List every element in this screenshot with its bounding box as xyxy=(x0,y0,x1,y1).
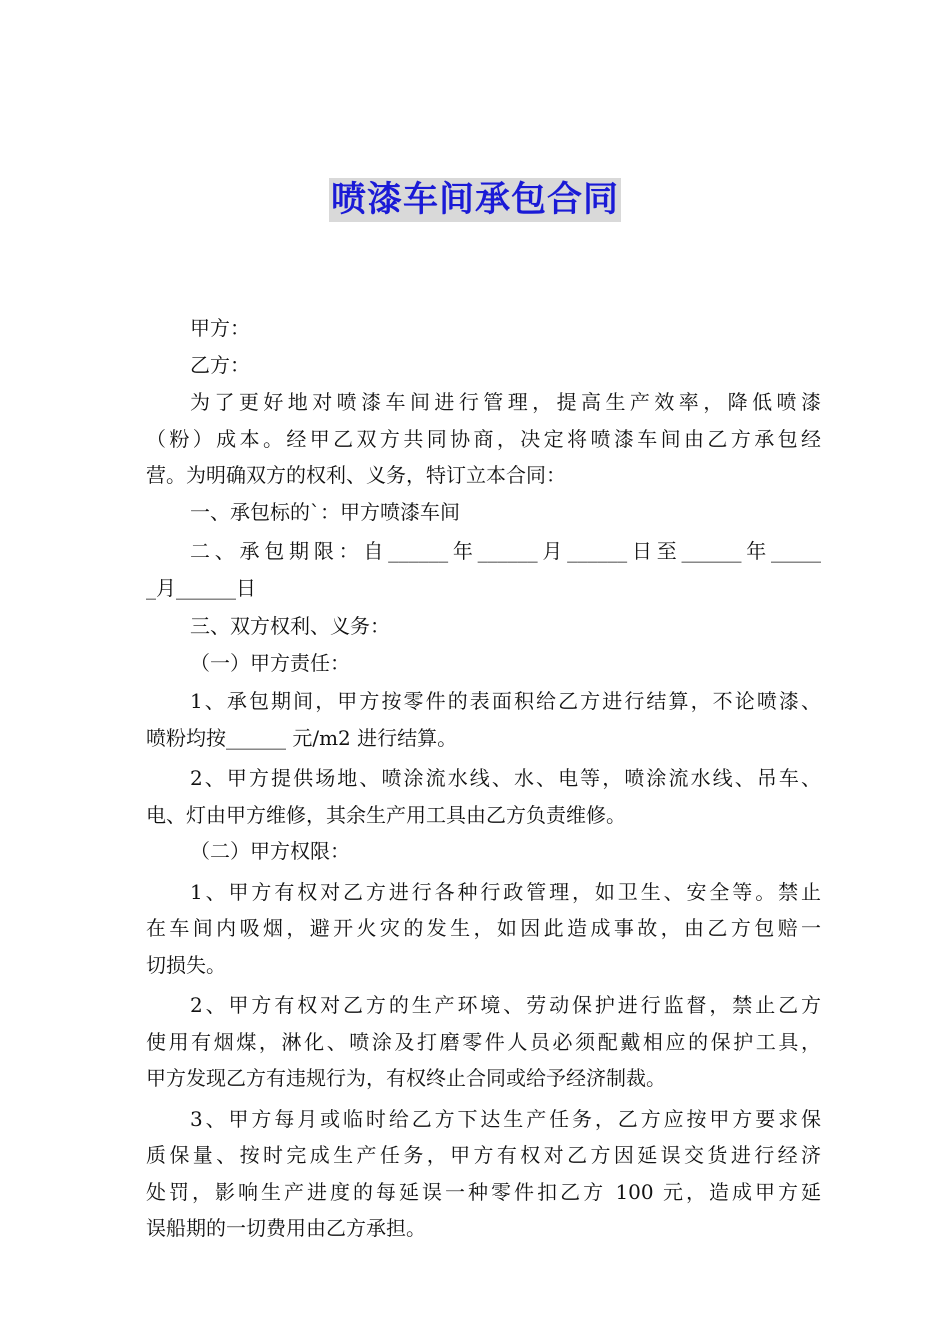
item-2-2-line-1: 2、甲方有权对乙方的生产环境、劳动保护进行监督，禁止乙方 xyxy=(190,993,821,1017)
section-2-heading: （二）甲方权限： xyxy=(190,839,350,863)
item-2-2-line-3: 甲方发现乙方有违规行为，有权终止合同或给予经济制裁。 xyxy=(146,1066,666,1090)
item-2-3-line-1: 3、甲方每月或临时给乙方下达生产任务，乙方应按甲方要求保 xyxy=(190,1106,821,1131)
contract-body xyxy=(146,310,821,1247)
item-1-2-line-2: 电、灯由甲方维修，其余生产用工具由乙方负责维修。 xyxy=(146,802,626,827)
item-1-1-line-2: 喷粉均按______ 元/m2 进行结算。 xyxy=(146,725,458,750)
preamble-line-1: 为了更好地对喷漆车间进行管理，提高生产效率，降低喷漆 xyxy=(190,390,821,414)
item-2-1-line-2: 在车间内吸烟，避开火灾的发生，如因此造成事故，由乙方包赔一 xyxy=(146,916,821,940)
clause-2-line-2: _月______日 xyxy=(146,575,256,600)
preamble-line-2: （粉）成本。经甲乙双方共同协商，决定将喷漆车间由乙方承包经 xyxy=(146,426,821,451)
item-2-3-line-2: 质保量、按时完成生产任务，甲方有权对乙方因延误交货进行经济 xyxy=(146,1143,821,1167)
party-b-line: 乙方： xyxy=(190,352,250,377)
section-1-heading: （一）甲方责任： xyxy=(190,650,350,675)
item-2-1-line-1: 1、甲方有权对乙方进行各种行政管理，如卫生、安全等。禁止 xyxy=(190,879,821,904)
item-2-1-line-3: 切损失。 xyxy=(146,952,226,977)
document-title: 喷漆车间承包合同 xyxy=(330,180,619,220)
clause-1-line: 一、承包标的`：甲方喷漆车间 xyxy=(190,499,460,524)
item-2-3-line-3: 处罚，影响生产进度的每延误一种零件扣乙方 100 元，造成甲方延 xyxy=(146,1179,821,1204)
clause-3-line: 三、双方权利、义务： xyxy=(190,614,390,638)
item-2-3-line-4: 误船期的一切费用由乙方承担。 xyxy=(146,1216,426,1240)
title-wrap xyxy=(0,178,950,222)
item-1-2-line-1: 2、甲方提供场地、喷涂流水线、水、电等，喷涂流水线、吊车、 xyxy=(190,766,821,790)
clause-2-line-1: 二、承包期限：自______年______月______日至______年_____ xyxy=(190,539,821,563)
item-2-2-line-2: 使用有烟煤，淋化、喷涂及打磨零件人员必须配戴相应的保护工具， xyxy=(146,1029,821,1054)
item-1-1-line-1: 1、承包期间，甲方按零件的表面积给乙方进行结算，不论喷漆、 xyxy=(190,689,821,713)
party-a-line: 甲方： xyxy=(190,316,250,340)
preamble-line-3: 营。为明确双方的权利、义务，特订立本合同： xyxy=(146,463,566,487)
